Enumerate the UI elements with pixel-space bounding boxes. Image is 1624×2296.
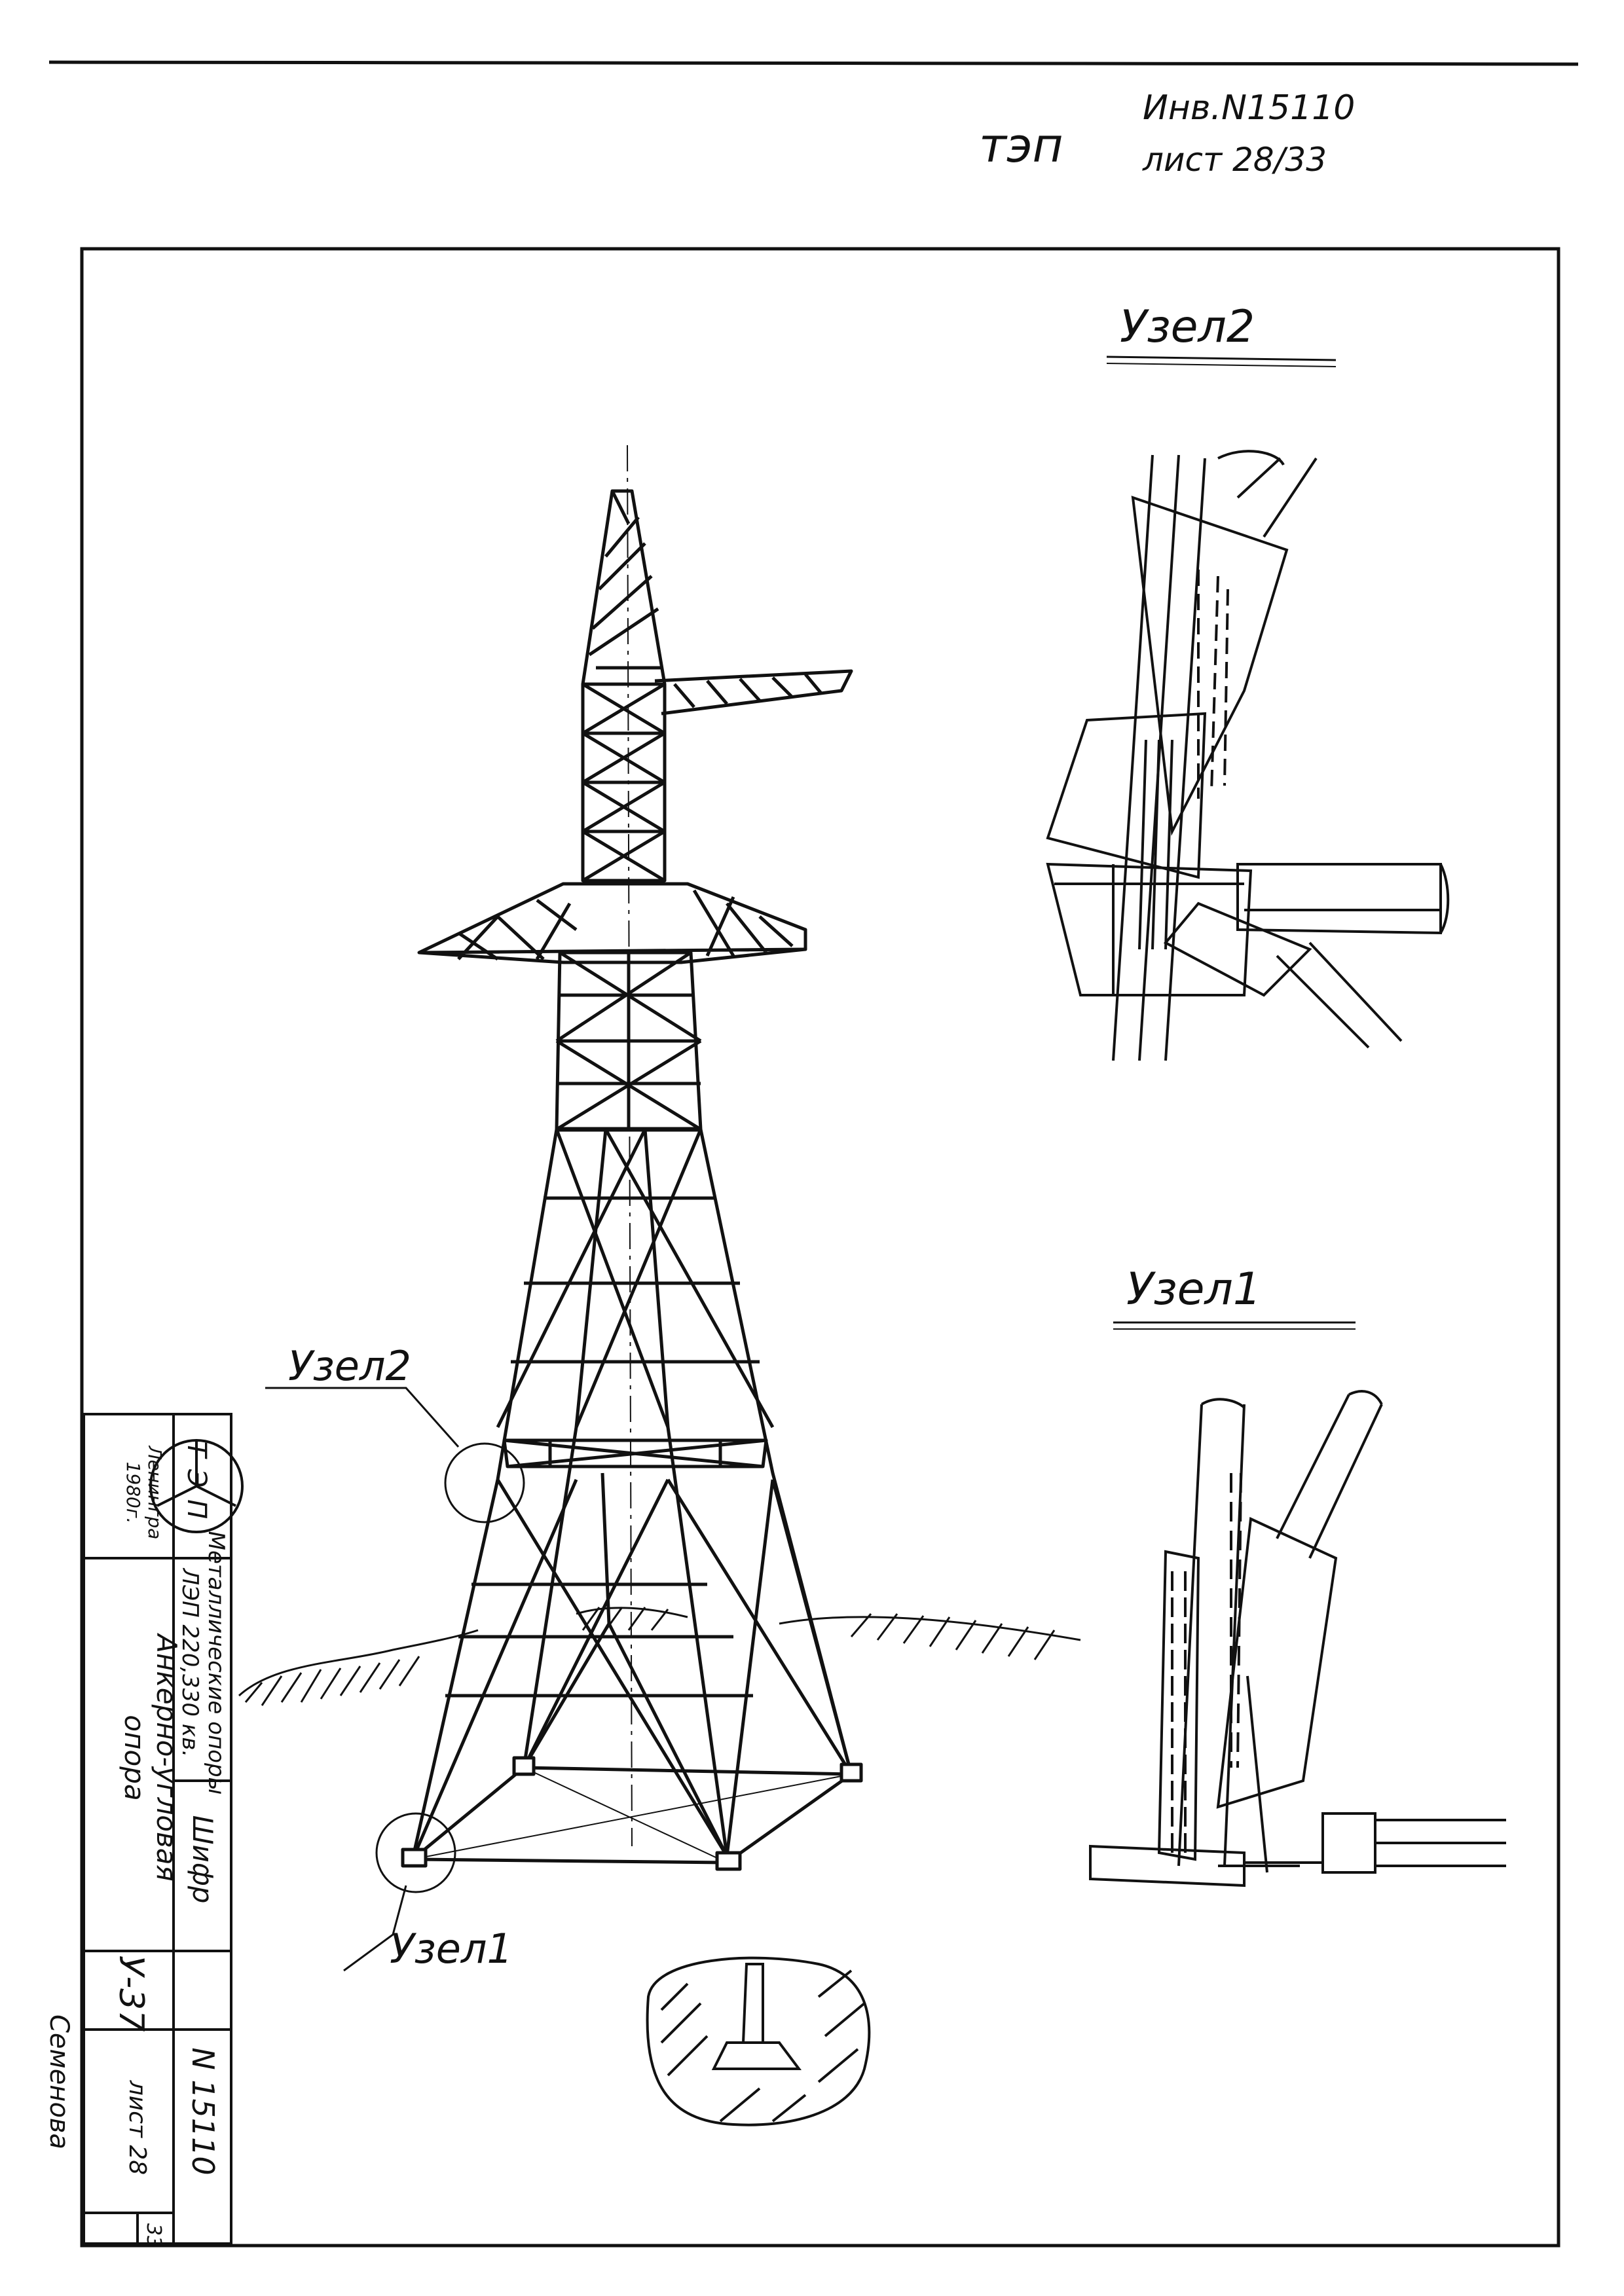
- ground-hatching: [239, 1607, 1080, 1705]
- item-title: Анкерно-угловая опора: [119, 1634, 183, 1882]
- sheet-number: лист 28/33: [1143, 141, 1327, 179]
- node2-detail-drawing: [1048, 357, 1448, 1061]
- node1-callout-label: Узел1: [390, 1925, 513, 1973]
- title-block-sheet: лист 28: [124, 2080, 151, 2176]
- document-number: N 15110: [185, 2047, 221, 2176]
- logo-caption: Ленингра 1980г.: [122, 1446, 166, 1540]
- drawing-frame: [82, 249, 1559, 2246]
- top-rule: [49, 62, 1578, 64]
- org-stamp: тэп: [979, 118, 1063, 173]
- foundation-inset-drawing: [648, 1958, 870, 2125]
- cipher-value: У-37: [111, 1955, 151, 2032]
- callout-circles: [265, 1388, 524, 1971]
- node1-detail-title: Узел1: [1126, 1264, 1262, 1315]
- inventory-number: Инв.N15110: [1143, 88, 1356, 128]
- cipher-label: Шифр: [187, 1815, 219, 1904]
- node2-detail-title: Узел2: [1120, 301, 1255, 353]
- title-block-sheet-total: 33: [142, 2223, 166, 2249]
- transmission-tower-drawing: [403, 445, 861, 1869]
- node2-callout-label: Узел2: [288, 1342, 411, 1390]
- series-title: Металлические опоры ЛЭП 220,330 кв.: [177, 1531, 229, 1795]
- node2-callout-circle: [445, 1444, 524, 1522]
- signature: Семенова: [44, 2014, 74, 2150]
- node1-detail-drawing: [1090, 1322, 1506, 1886]
- tep-logo-letters: Т Э П: [181, 1441, 212, 1531]
